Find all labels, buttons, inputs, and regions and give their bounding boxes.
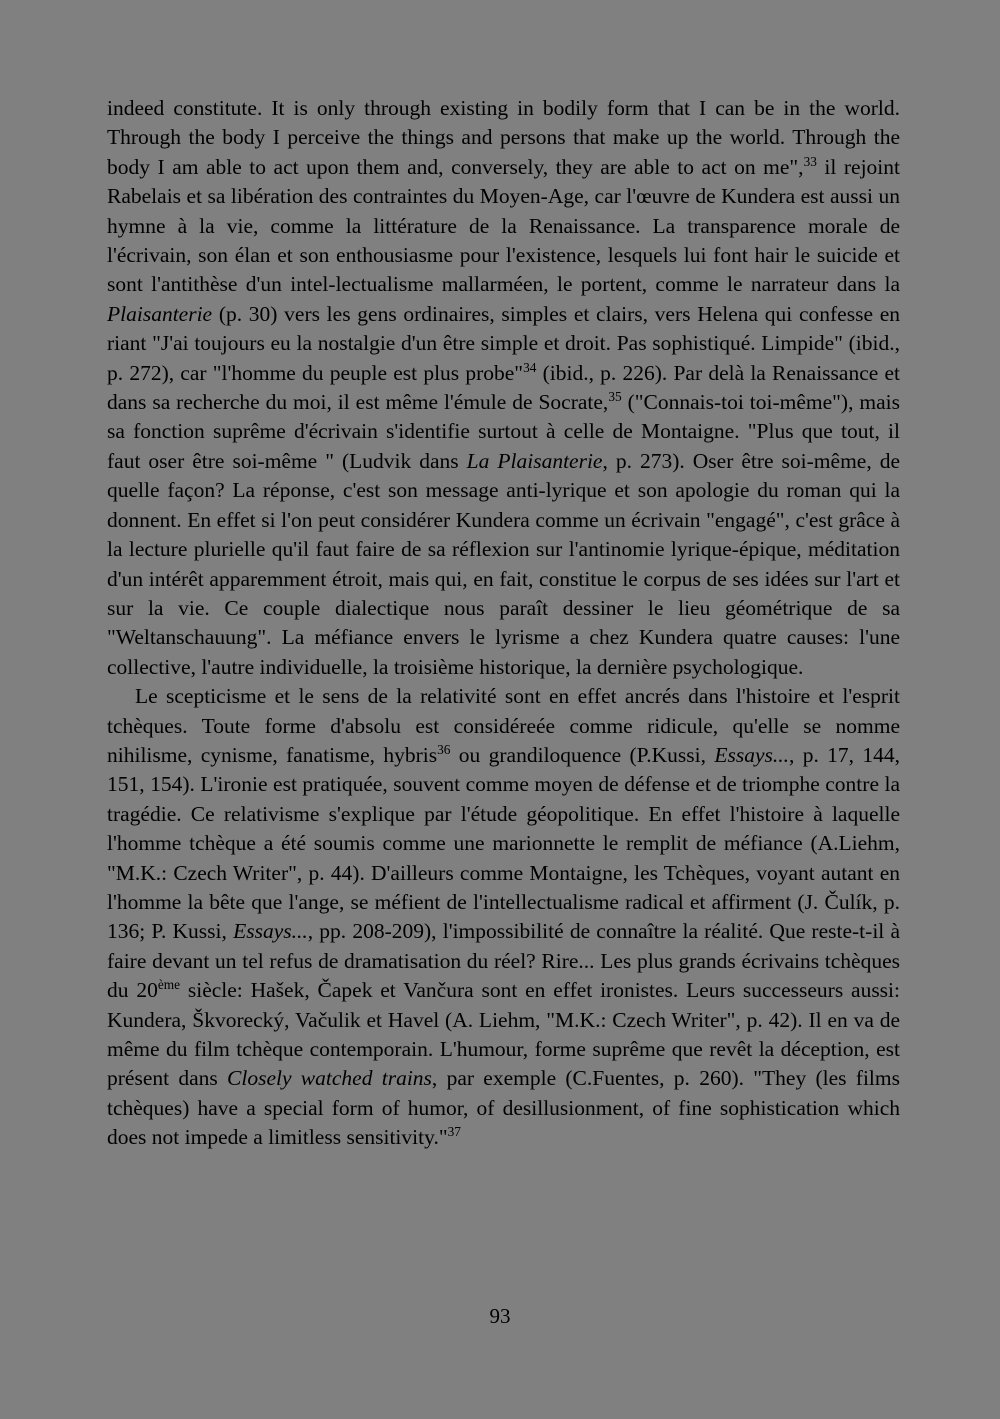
text-run: il rejoint Rabelais et sa libération des contraintes du Moyen-Age, car l'œuvre de Kundera est aussi un hymne à la vie, comme la littérature de la Renaissance. La transparence morale de l'écrivain, son élan et son enthousiasme pour l'existence, lesquels lui font hair le suicide et sont l'antithèse d'un intel-lectualisme mallarméen, le portent, comme le narrateur dans la — [107, 154, 900, 297]
text-run: (ibid., p. 226). Par delà la Renaissance et dans sa recherche du moi, il est même l'émule de Socrate, — [107, 360, 901, 415]
footnote-marker: 35 — [608, 389, 622, 405]
italic-title: Essays... — [233, 919, 308, 944]
footnote-marker: 36 — [437, 741, 451, 757]
text-run: , pp. 208-209), l'impossibilité de connaître la réalité. Que reste-t-il à faire devant un tel refus de dramatisation du réel? Rire... Les plus grands écrivains tchèques du 20 — [107, 919, 900, 1003]
text-run: Le scepticisme et le sens de la relativité sont en effet ancrés dans l'histoire et l'esprit tchèques. Toute forme d'absolu est considéreée comme ridicule, qu'elle se nomme nihilisme, cynisme, fanatisme, hybris — [107, 684, 900, 767]
italic-title: Plaisanterie — [107, 301, 213, 326]
paragraph — [107, 682, 900, 1153]
text-run: (p. 30) vers les gens ordinaires, simples et clairs, vers Helena qui confesse en riant "J'ai toujours eu la nostalgie d'un être simple et droit. Pas sophistiqué. Limpide" (ibid., p. 272), car "l'homme du peuple est plus probe" — [107, 301, 900, 385]
footnote-marker: 33 — [803, 153, 817, 169]
italic-title: La Plaisanterie — [466, 448, 603, 473]
body-text — [107, 94, 900, 1153]
text-run: , p. 17, 144, 151, 154). L'ironie est pratiquée, souvent comme moyen de défense et de triomphe contre la tragédie. Ce relativisme s'explique par l'étude géopolitique. En effet l'histoire à laquelle l'homme tchèque a été soumis comme une marionnette le remplit de méfiance (A.Liehm, "M.K.: Czech Writer", p. 44). D'ailleurs comme Montaigne, les Tchèques, voyant autant en l'homme la bête que l'ange, se méfient de l'intellectualisme radical et affirment (J. Čulík, p. 136; P. Kussi, — [107, 742, 900, 944]
text-run: ou grandiloquence (P.Kussi, — [450, 742, 715, 767]
text-run: indeed constitute. It is only through existing in bodily form that I can be in the world. Through the body I perceive the things and persons that make up the world. Through the body I am able to act upon them and, conversely, they are able to act on me", — [107, 96, 900, 179]
text-run: , p. 273). Oser être soi-même, de quelle façon? La réponse, c'est son message anti-lyrique et son apologie du roman qui la donnent. En effet si l'on peut considérer Kundera comme un écrivain "engagé", c'est grâce à la lecture plurielle qu'il faut faire de sa réflexion sur l'antinomie lyrique-épique, méditation d'un intérêt apparemment étroit, mais qui, en fait, constitue le corpus de ses idées sur l'art et sur la vie. Ce couple dialectique nous paraît dessiner le lieu géométrique de sa "Weltanschauung". La méfiance envers le lyrisme a chez Kundera quatre causes: l'une collective, l'autre individuelle, la troisième historique, la dernière psychologique. — [107, 448, 900, 679]
paragraph — [107, 94, 900, 682]
page-number: 93 — [489, 1304, 511, 1328]
footnote-marker: 34 — [523, 359, 537, 375]
footnote-marker: ème — [157, 977, 181, 993]
italic-title: Essays... — [714, 742, 789, 767]
text-run: ("Connais-toi toi-même"), mais sa fonction suprême d'écrivain s'identifie surtout à celle de Montaigne. "Plus que tout, il faut oser être soi-même " (Ludvik dans — [107, 390, 900, 473]
italic-title: Closely watched trains — [227, 1066, 432, 1091]
text-run: siècle: Hašek, Čapek et Vančura sont en effet ironistes. Leurs successeurs aussi: Kundera, Škvorecký, Vačulik et Havel (A. Liehm, "M.K.: Czech Writer", p. 42). Il en va de même du film tchèque contemporain. L'humour, forme suprême que revêt la déception, est présent dans — [107, 978, 900, 1091]
footnote-marker: 37 — [447, 1124, 461, 1140]
text-run: , par exemple (C.Fuentes, p. 260). "They (les films tchèques) have a special form of humor, of desillusionment, of fine sophistication which does not impede a limitless sensitivity." — [107, 1066, 900, 1150]
